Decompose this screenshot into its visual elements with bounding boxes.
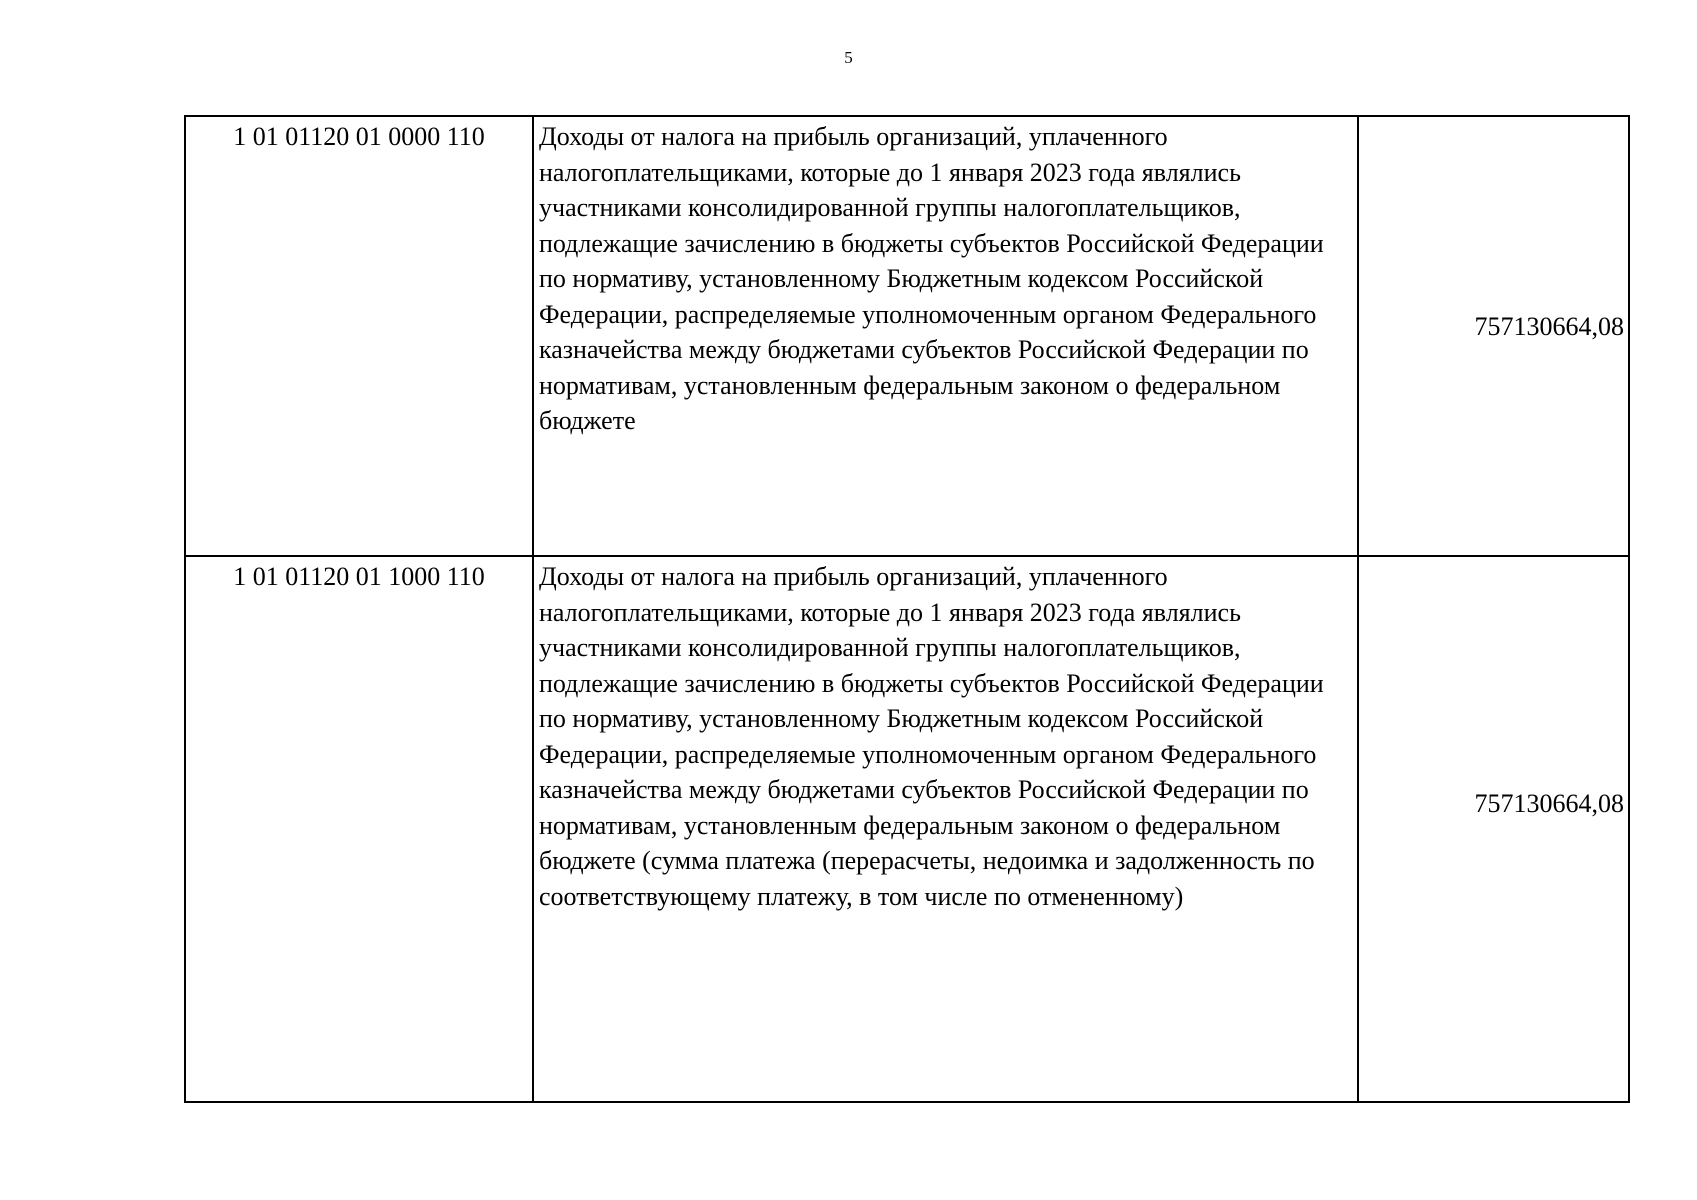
revenue-code-cell: 1 01 01120 01 0000 110 — [185, 116, 533, 556]
revenue-code-cell: 1 01 01120 01 1000 110 — [185, 556, 533, 1102]
revenue-description-cell: Доходы от налога на прибыль организаций, уплаченного налогоплательщиками, которые до 1 января 2023 года являлись участниками консолидированной группы налогоплательщиков, подлежащие зачислению в бюджеты субъектов Российской Федерации по нормативу, установленному Бюджетным кодексом Российской Федерации, распределяемые уполномоченным органом Федерального казначейства между бюджетами субъектов Российской Федерации по нормативам, установленным федеральным законом о федеральном бюджете (сумма платежа (перерасчеты, недоимка и задолженность по соответствующему платежу, в том числе по отмененному) — [533, 556, 1358, 1102]
revenue-amount-cell: 757130664,08 — [1358, 556, 1629, 1102]
table-row — [185, 556, 1629, 1102]
table-row — [185, 116, 1629, 556]
page-number: 5 — [844, 48, 853, 67]
budget-revenue-table — [184, 115, 1630, 1103]
revenue-description-cell: Доходы от налога на прибыль организаций, уплаченного налогоплательщиками, которые до 1 января 2023 года являлись участниками консолидированной группы налогоплательщиков, подлежащие зачислению в бюджеты субъектов Российской Федерации по нормативу, установленному Бюджетным кодексом Российской Федерации, распределяемые уполномоченным органом Федерального казначейства между бюджетами субъектов Российской Федерации по нормативам, установленным федеральным законом о федеральном бюджете — [533, 116, 1358, 556]
revenue-amount-cell: 757130664,08 — [1358, 116, 1629, 556]
